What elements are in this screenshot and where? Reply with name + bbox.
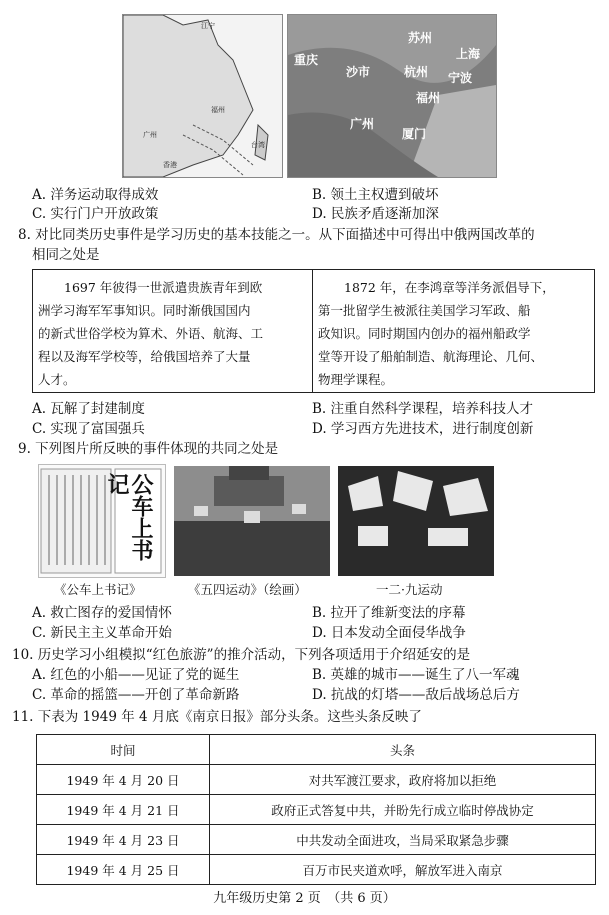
map-label-hangzhou: 杭州 <box>404 65 429 79</box>
row-headline: 政府正式答复中共，并盼先行成立临时停战协定 <box>210 795 596 825</box>
gongche-shangshu-image <box>38 464 166 578</box>
header-headline: 头条 <box>210 735 596 765</box>
q9-stem: 9. 下列图片所反映的事件体现的共同之处是 <box>18 441 279 457</box>
q10-stem: 10. 历史学习小组模拟“红色旅游”的推介活动，下列各项适用于介绍延安的是 <box>12 647 471 663</box>
treaty-ports-map-right <box>287 14 497 178</box>
map-label-guangzhou-r: 广州 <box>350 117 375 131</box>
map-label-shanghai: 上海 <box>456 47 481 61</box>
row-headline: 百万市民夹道欢呼，解放军进入南京 <box>210 855 596 885</box>
q8-right-line: 第一批留学生被派往美国学习军政、船 <box>318 303 531 318</box>
q9-option-c: C. 新民主主义革命开始 <box>32 625 172 641</box>
map-label-suzhou: 苏州 <box>408 31 433 45</box>
q8-stem-line2: 相同之处是 <box>32 247 100 263</box>
q8-left-box <box>38 276 308 391</box>
caption-december-ninth: 一二·九运动 <box>376 582 443 597</box>
q10-option-c: C. 革命的摇篮——开创了革命新路 <box>32 687 240 703</box>
q7-option-b: B. 领土主权遭到破坏 <box>312 187 439 203</box>
table-header-row <box>37 735 596 765</box>
q8-left-line: 程以及海军学校等，给俄国培养了大量 <box>38 349 251 364</box>
nanjing-daily-table <box>36 734 596 885</box>
row-date: 1949 年 4 月 20 日 <box>37 765 210 795</box>
q8-option-b: B. 注重自然科学课程，培养科技人才 <box>312 401 534 417</box>
q10-option-a: A. 红色的小船——见证了党的诞生 <box>32 667 240 683</box>
q8-right-box <box>318 276 590 391</box>
q8-right-line: 政知识。同时期国内创办的福州船政学 <box>318 326 531 341</box>
may-fourth-painting <box>174 466 330 576</box>
table-row <box>37 795 596 825</box>
q10-option-b: B. 英雄的城市——诞生了八一军魂 <box>312 667 520 683</box>
q8-option-d: D. 学习西方先进技术，进行制度创新 <box>312 421 534 437</box>
q8-left-line: 人才。 <box>38 372 76 387</box>
q10-option-d: D. 抗战的灯塔——敌后战场总后方 <box>312 687 520 703</box>
map-label-xiamen: 厦门 <box>402 127 427 141</box>
q9-option-d: D. 日本发动全面侵华战争 <box>312 625 466 641</box>
map-label-fuzhou: 福州 <box>211 106 225 114</box>
q7-option-d: D. 民族矛盾逐渐加深 <box>312 206 439 222</box>
protest-photo-drawing <box>338 466 494 576</box>
row-date: 1949 年 4 月 21 日 <box>37 795 210 825</box>
q8-left-line: 洲学习海军军事知识。同时渐俄国国内 <box>38 303 251 318</box>
q8-left-line: 的新式世俗学校为算术、外语、航海、工 <box>38 326 264 341</box>
q7-option-a: A. 洋务运动取得成效 <box>32 187 159 203</box>
coastline-drawing <box>123 15 282 177</box>
map-label-taiwan: 台湾 <box>251 141 265 149</box>
map-label-hongkong: 香港 <box>163 161 177 169</box>
q8-right-line: 堂等开设了船舶制造、航海理论、几何、 <box>318 349 544 364</box>
gongche-title-vertical: 公车上书记 <box>104 473 154 561</box>
q9-option-a: A. 救亡图存的爱国情怀 <box>32 605 172 621</box>
coastal-map-left <box>122 14 283 178</box>
map-label-ningbo: 宁波 <box>448 71 473 85</box>
q8-right-line: 物理学课程。 <box>318 372 394 387</box>
page-footer: 九年级历史第 2 页 （共 6 页） <box>213 891 396 906</box>
crowd-painting-drawing <box>174 466 330 576</box>
table-row <box>37 825 596 855</box>
row-date: 1949 年 4 月 25 日 <box>37 855 210 885</box>
row-headline: 对共军渡江要求，政府将加以拒绝 <box>210 765 596 795</box>
q8-box-divider <box>312 269 313 393</box>
q8-option-c: C. 实现了富国强兵 <box>32 421 145 437</box>
q8-left-line: 1697 年彼得一世派遣贵族青年到欧 <box>64 280 263 295</box>
december-ninth-photo <box>338 466 494 576</box>
q8-option-a: A. 瓦解了封建制度 <box>32 401 145 417</box>
header-time: 时间 <box>37 735 210 765</box>
q11-stem: 11. 下表为 1949 年 4 月底《南京日报》部分头条。这些头条反映了 <box>12 709 422 725</box>
map-label-jiangning: 江宁 <box>201 22 215 30</box>
map-label-shashi: 沙市 <box>346 65 371 79</box>
row-date: 1949 年 4 月 23 日 <box>37 825 210 855</box>
q8-stem-line1: 8. 对比同类历史事件是学习历史的基本技能之一。从下面描述中可得出中俄两国改革的 <box>18 227 535 243</box>
caption-may-fourth: 《五四运动》（绘画） <box>188 582 307 597</box>
row-headline: 中共发动全面进攻，当局采取紧急步骤 <box>210 825 596 855</box>
map-label-guangzhou: 广州 <box>143 131 157 139</box>
table-row <box>37 855 596 885</box>
q9-option-b: B. 拉开了维新变法的序幕 <box>312 605 466 621</box>
q7-option-c: C. 实行门户开放政策 <box>32 206 159 222</box>
caption-gongche: 《公车上书记》 <box>54 582 142 597</box>
q8-right-line: 1872 年，在李鸿章等洋务派倡导下， <box>344 280 555 295</box>
terrain-drawing <box>288 15 496 177</box>
table-row <box>37 765 596 795</box>
map-label-chongqing: 重庆 <box>294 53 319 67</box>
map-label-fuzhou-r: 福州 <box>416 91 441 105</box>
